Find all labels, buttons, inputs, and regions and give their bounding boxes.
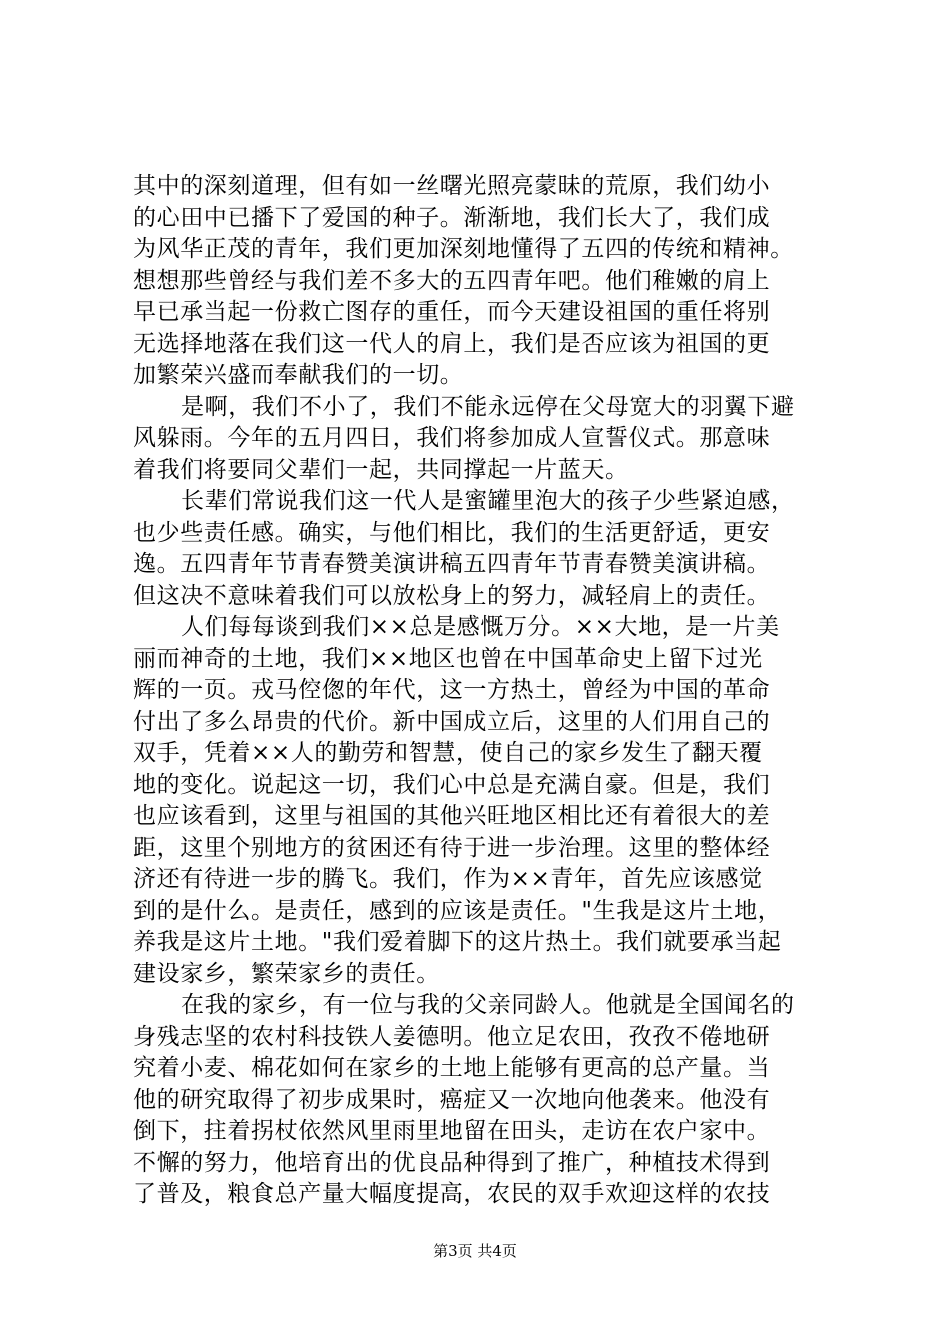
page-footer: 第3页 共4页 [433, 1242, 517, 1260]
text-line: 了普及，粮食总产量大幅度提高，农民的双手欢迎这样的农技 [133, 1181, 771, 1207]
text-line: 济还有待进一步的腾飞。我们，作为××青年，首先应该感觉 [133, 866, 763, 892]
paragraph-first-line: 人们每每谈到我们××总是感慨万分。××大地，是一片美 [181, 614, 780, 640]
text-line: 也应该看到，这里与祖国的其他兴旺地区相比还有着很大的差 [133, 803, 771, 829]
text-line: 其中的深刻道理，但有如一丝曙光照亮蒙昧的荒原，我们幼小 [133, 173, 771, 199]
text-line: 倒下，拄着拐杖依然风里雨里地留在田头，走访在农户家中。 [133, 1118, 771, 1144]
body-text [133, 171, 833, 1211]
paragraph-first-line: 在我的家乡，有一位与我的父亲同龄人。他就是全国闻名的 [181, 992, 795, 1018]
text-line: 的心田中已播下了爱国的种子。渐渐地，我们长大了，我们成 [133, 204, 771, 231]
text-line: 距，这里个别地方的贫困还有待于进一步治理。这里的整体经 [133, 834, 771, 861]
text-line: 着我们将要同父辈们一起，共同撑起一片蓝天。 [133, 456, 629, 483]
text-line: 究着小麦、棉花如何在家乡的土地上能够有更高的总产量。当 [133, 1055, 771, 1081]
text-line: 建设家乡，繁荣家乡的责任。 [133, 960, 440, 987]
text-line: 到的是什么。是责任，感到的应该是责任。"生我是这片土地， [133, 897, 782, 924]
text-line: 无选择地落在我们这一代人的肩上，我们是否应该为祖国的更 [133, 330, 771, 357]
text-line: 养我是这片土地。"我们爱着脚下的这片热土。我们就要承当起 [133, 929, 782, 955]
text-line: 付出了多么昂贵的代价。新中国成立后，这里的人们用自己的 [133, 708, 771, 735]
text-line: 他的研究取得了初步成果时，癌症又一次地向他袭来。他没有 [133, 1086, 771, 1113]
paragraph-first-line: 长辈们常说我们这一代人是蜜罐里泡大的孩子少些紧迫感， [181, 488, 795, 514]
text-line: 辉的一页。戎马倥偬的年代，这一方热土，曾经为中国的革命 [133, 677, 771, 703]
text-line: 但这决不意味着我们可以放松身上的努力，减轻肩上的责任。 [133, 582, 771, 609]
text-line: 地的变化。说起这一切，我们心中总是充满自豪。但是，我们 [133, 771, 771, 798]
text-line: 想想那些曾经与我们差不多大的五四青年吧。他们稚嫩的肩上 [133, 267, 771, 294]
text-line: 逸。五四青年节青春赞美演讲稿五四青年节青春赞美演讲稿。 [133, 551, 771, 577]
text-line: 也少些责任感。确实，与他们相比，我们的生活更舒适，更安 [133, 519, 771, 546]
paragraph-first-line: 是啊，我们不小了，我们不能永远停在父母宽大的羽翼下避 [181, 393, 795, 420]
text-line: 为风华正茂的青年，我们更加深刻地懂得了五四的传统和精神。 [133, 236, 794, 262]
text-line: 丽而神奇的土地，我们××地区也曾在中国革命史上留下过光 [133, 645, 763, 672]
text-line: 双手，凭着××人的勤劳和智慧，使自己的家乡发生了翻天覆 [133, 740, 763, 766]
text-line: 不懈的努力，他培育出的优良品种得到了推广，种植技术得到 [133, 1149, 771, 1176]
text-line: 加繁荣兴盛而奉献我们的一切。 [133, 362, 464, 388]
text-line: 风躲雨。今年的五月四日，我们将参加成人宣誓仪式。那意味 [133, 425, 771, 451]
text-line: 早已承当起一份救亡图存的重任，而今天建设祖国的重任将别 [133, 299, 771, 325]
text-line: 身残志坚的农村科技铁人姜德明。他立足农田，孜孜不倦地研 [133, 1023, 771, 1050]
